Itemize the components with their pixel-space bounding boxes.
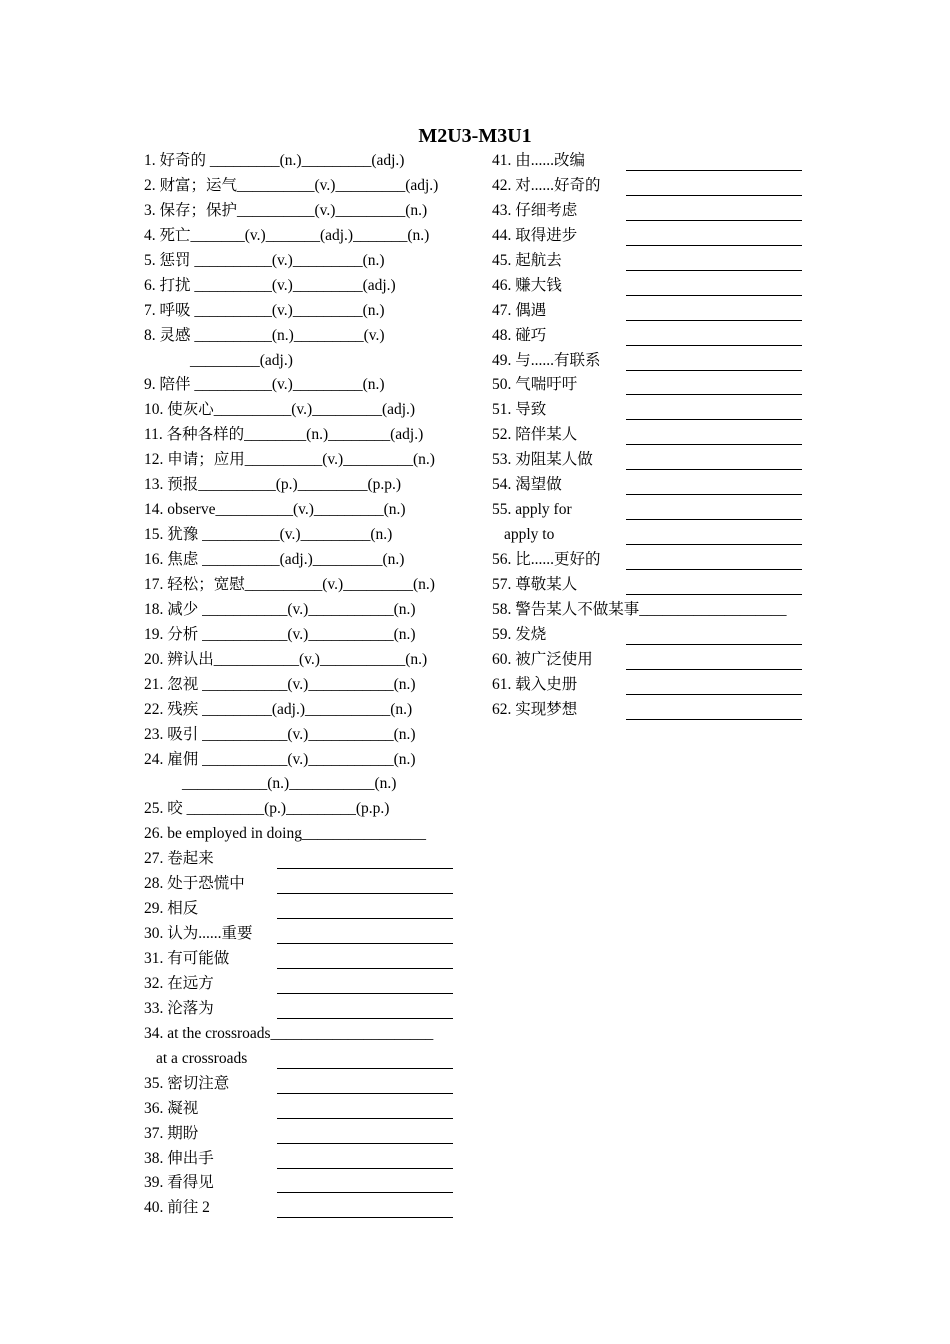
exercise-item [144, 674, 474, 699]
answer-blank[interactable] [626, 574, 802, 595]
exercise-prompt: 24. 雇佣 ___________(v.)___________(n.) [144, 750, 416, 768]
answer-blank[interactable] [626, 449, 802, 470]
exercise-item [144, 350, 474, 375]
answer-blank[interactable] [626, 300, 802, 321]
answer-blank[interactable] [626, 350, 802, 371]
exercise-prompt: 30. 认为......重要 [144, 925, 253, 943]
exercise-item [144, 325, 474, 350]
exercise-prompt: 33. 沦落为 [144, 999, 214, 1017]
exercise-prompt: 2. 财富；运气__________(v.)_________(adj.) [144, 176, 439, 194]
exercise-prompt: 7. 呼吸 __________(v.)_________(n.) [144, 301, 385, 319]
exercise-prompt: 51. 导致 [492, 401, 547, 419]
exercise-prompt: 9. 陪伴 __________(v.)_________(n.) [144, 376, 385, 394]
exercise-prompt: 42. 对......好奇的 [492, 176, 601, 194]
exercise-prompt: apply to [504, 526, 555, 544]
exercise-prompt: 38. 伸出手 [144, 1149, 214, 1167]
exercise-item [144, 898, 474, 923]
exercise-item [492, 275, 812, 300]
exercise-item [144, 474, 474, 499]
exercise-prompt: 5. 惩罚 __________(v.)_________(n.) [144, 251, 385, 269]
exercise-item [144, 1123, 474, 1148]
page-title: M2U3-M3U1 [418, 125, 532, 147]
exercise-item [144, 1073, 474, 1098]
exercise-item [144, 374, 474, 399]
exercise-item [144, 424, 474, 449]
exercise-item [144, 699, 474, 724]
exercise-prompt: 22. 残疾 _________(adj.)___________(n.) [144, 700, 413, 718]
exercise-item [492, 424, 812, 449]
exercise-prompt: 45. 起航去 [492, 251, 562, 269]
answer-blank[interactable] [626, 699, 802, 720]
exercise-prompt: 58. 警告某人不做某事___________________ [492, 600, 787, 618]
answer-blank[interactable] [626, 424, 802, 445]
exercise-item [144, 175, 474, 200]
exercise-item [144, 948, 474, 973]
exercise-item [492, 374, 812, 399]
exercise-item [144, 250, 474, 275]
exercise-item [144, 574, 474, 599]
exercise-prompt: 4. 死亡_______(v.)_______(adj.)_______(n.) [144, 226, 430, 244]
exercise-prompt: 37. 期盼 [144, 1124, 199, 1142]
exercise-item [144, 225, 474, 250]
exercise-prompt: 20. 辨认出___________(v.)___________(n.) [144, 650, 428, 668]
answer-blank[interactable] [626, 325, 802, 346]
exercise-item [492, 549, 812, 574]
exercise-prompt: 6. 打扰 __________(v.)_________(adj.) [144, 276, 396, 294]
exercise-prompt: 39. 看得见 [144, 1174, 214, 1192]
answer-blank[interactable] [277, 948, 453, 969]
exercise-item [144, 973, 474, 998]
answer-blank[interactable] [626, 150, 802, 171]
answer-blank[interactable] [626, 250, 802, 271]
exercise-item [144, 649, 474, 674]
exercise-prompt: 54. 渴望做 [492, 476, 562, 494]
exercise-prompt: 12. 申请；应用__________(v.)_________(n.) [144, 451, 435, 469]
exercise-prompt: 62. 实现梦想 [492, 700, 578, 718]
exercise-prompt: 18. 减少 ___________(v.)___________(n.) [144, 600, 416, 618]
answer-blank[interactable] [626, 399, 802, 420]
answer-blank[interactable] [626, 200, 802, 221]
answer-blank[interactable] [277, 1123, 453, 1144]
exercise-item [144, 599, 474, 624]
exercise-prompt: _________(adj.) [190, 351, 293, 369]
exercise-item [492, 399, 812, 424]
exercise-item [144, 1197, 474, 1222]
exercise-prompt: 40. 前往 2 [144, 1199, 210, 1217]
exercise-prompt: 10. 使灰心__________(v.)_________(adj.) [144, 401, 416, 419]
exercise-prompt: 16. 焦虑 __________(adj.)_________(n.) [144, 551, 405, 568]
exercise-item [144, 873, 474, 898]
answer-blank[interactable] [277, 1197, 453, 1218]
exercise-item [144, 524, 474, 549]
exercise-item [144, 275, 474, 300]
right-column [492, 150, 812, 724]
exercise-item [492, 200, 812, 225]
exercise-prompt: 53. 劝阻某人做 [492, 451, 593, 469]
exercise-prompt: at a crossroads [156, 1049, 248, 1067]
exercise-prompt: 49. 与......有联系 [492, 351, 601, 369]
answer-blank[interactable] [277, 1073, 453, 1094]
exercise-item [144, 749, 474, 774]
answer-blank[interactable] [626, 374, 802, 395]
exercise-prompt: 34. at the crossroads_____________________ [144, 1024, 434, 1042]
exercise-prompt: 13. 预报__________(p.)_________(p.p.) [144, 476, 402, 494]
answer-blank[interactable] [626, 549, 802, 570]
exercise-prompt: 35. 密切注意 [144, 1074, 230, 1092]
exercise-prompt: 60. 被广泛使用 [492, 650, 593, 668]
exercise-item [492, 699, 812, 724]
exercise-item [144, 998, 474, 1023]
exercise-prompt: 25. 咬 __________(p.)_________(p.p.) [144, 800, 390, 818]
exercise-item [492, 524, 812, 549]
exercise-item [492, 649, 812, 674]
exercise-prompt: 21. 忽视 ___________(v.)___________(n.) [144, 675, 416, 693]
exercise-item [492, 150, 812, 175]
exercise-prompt: 57. 尊敬某人 [492, 575, 578, 593]
exercise-item [144, 499, 474, 524]
exercise-item [492, 474, 812, 499]
exercise-prompt: 11. 各种各样的________(n.)________(adj.) [144, 426, 424, 444]
answer-blank[interactable] [277, 848, 453, 869]
exercise-item [144, 1023, 474, 1048]
exercise-item [492, 674, 812, 699]
exercise-item [144, 1048, 474, 1073]
exercise-item [492, 449, 812, 474]
exercise-prompt: 55. apply for [492, 501, 572, 519]
exercise-prompt: 28. 处于恐慌中 [144, 875, 245, 893]
exercise-prompt: 41. 由......改编 [492, 152, 586, 169]
exercise-item [144, 1172, 474, 1197]
exercise-item [144, 724, 474, 749]
exercise-item [492, 300, 812, 325]
exercise-prompt: ___________(n.)___________(n.) [182, 775, 397, 793]
answer-blank[interactable] [277, 873, 453, 894]
exercise-prompt: 61. 载入史册 [492, 675, 578, 693]
exercise-prompt: 19. 分析 ___________(v.)___________(n.) [144, 625, 416, 643]
exercise-item [144, 549, 474, 574]
exercise-prompt: 43. 仔细考虑 [492, 201, 578, 219]
exercise-item [144, 449, 474, 474]
exercise-prompt: 14. observe__________(v.)_________(n.) [144, 501, 406, 519]
exercise-prompt: 32. 在远方 [144, 974, 214, 992]
answer-blank[interactable] [277, 898, 453, 919]
exercise-prompt: 15. 犹豫 __________(v.)_________(n.) [144, 526, 393, 544]
exercise-item [492, 599, 812, 624]
left-column [144, 150, 474, 1222]
answer-blank[interactable] [626, 499, 802, 520]
exercise-prompt: 1. 好奇的 _________(n.)_________(adj.) [144, 152, 405, 169]
exercise-item [144, 1098, 474, 1123]
exercise-prompt: 52. 陪伴某人 [492, 426, 578, 444]
answer-blank[interactable] [626, 225, 802, 246]
exercise-item [144, 773, 474, 798]
answer-blank[interactable] [277, 973, 453, 994]
exercise-item [144, 1148, 474, 1173]
exercise-item [492, 175, 812, 200]
exercise-prompt: 23. 吸引 ___________(v.)___________(n.) [144, 725, 416, 743]
exercise-prompt: 26. be employed in doing________________ [144, 825, 426, 843]
answer-blank[interactable] [626, 275, 802, 296]
exercise-prompt: 17. 轻松；宽慰__________(v.)_________(n.) [144, 575, 435, 593]
answer-blank[interactable] [626, 674, 802, 695]
exercise-item [144, 399, 474, 424]
exercise-prompt: 48. 碰巧 [492, 326, 547, 344]
exercise-item [492, 574, 812, 599]
exercise-item [144, 848, 474, 873]
exercise-item [492, 325, 812, 350]
exercise-prompt: 59. 发烧 [492, 625, 547, 643]
answer-blank[interactable] [277, 1098, 453, 1119]
exercise-prompt: 29. 相反 [144, 900, 199, 918]
answer-blank[interactable] [626, 649, 802, 670]
answer-blank[interactable] [626, 175, 802, 196]
exercise-item [144, 798, 474, 823]
exercise-item [492, 225, 812, 250]
exercise-prompt: 27. 卷起来 [144, 850, 214, 868]
exercise-item [144, 300, 474, 325]
answer-blank[interactable] [277, 1172, 453, 1193]
exercise-prompt: 50. 气喘吁吁 [492, 376, 578, 394]
answer-blank[interactable] [626, 624, 802, 645]
exercise-item [492, 250, 812, 275]
exercise-item [144, 150, 474, 175]
exercise-item [492, 624, 812, 649]
exercise-item [492, 499, 812, 524]
answer-blank[interactable] [277, 1048, 453, 1069]
answer-blank[interactable] [626, 524, 802, 545]
exercise-item [144, 624, 474, 649]
exercise-prompt: 46. 赚大钱 [492, 276, 562, 294]
answer-blank[interactable] [277, 998, 453, 1019]
exercise-prompt: 56. 比......更好的 [492, 551, 601, 568]
exercise-prompt: 44. 取得进步 [492, 226, 578, 244]
exercise-prompt: 36. 凝视 [144, 1099, 199, 1117]
answer-blank[interactable] [626, 474, 802, 495]
answer-blank[interactable] [277, 923, 453, 944]
exercise-prompt: 47. 偶遇 [492, 301, 547, 319]
exercise-prompt: 8. 灵感 __________(n.)_________(v.) [144, 326, 385, 344]
exercise-prompt: 31. 有可能做 [144, 950, 230, 967]
exercise-item [144, 823, 474, 848]
answer-blank[interactable] [277, 1148, 453, 1169]
exercise-item [144, 923, 474, 948]
exercise-prompt: 3. 保存；保护__________(v.)_________(n.) [144, 201, 428, 219]
exercise-item [144, 200, 474, 225]
exercise-item [492, 350, 812, 375]
